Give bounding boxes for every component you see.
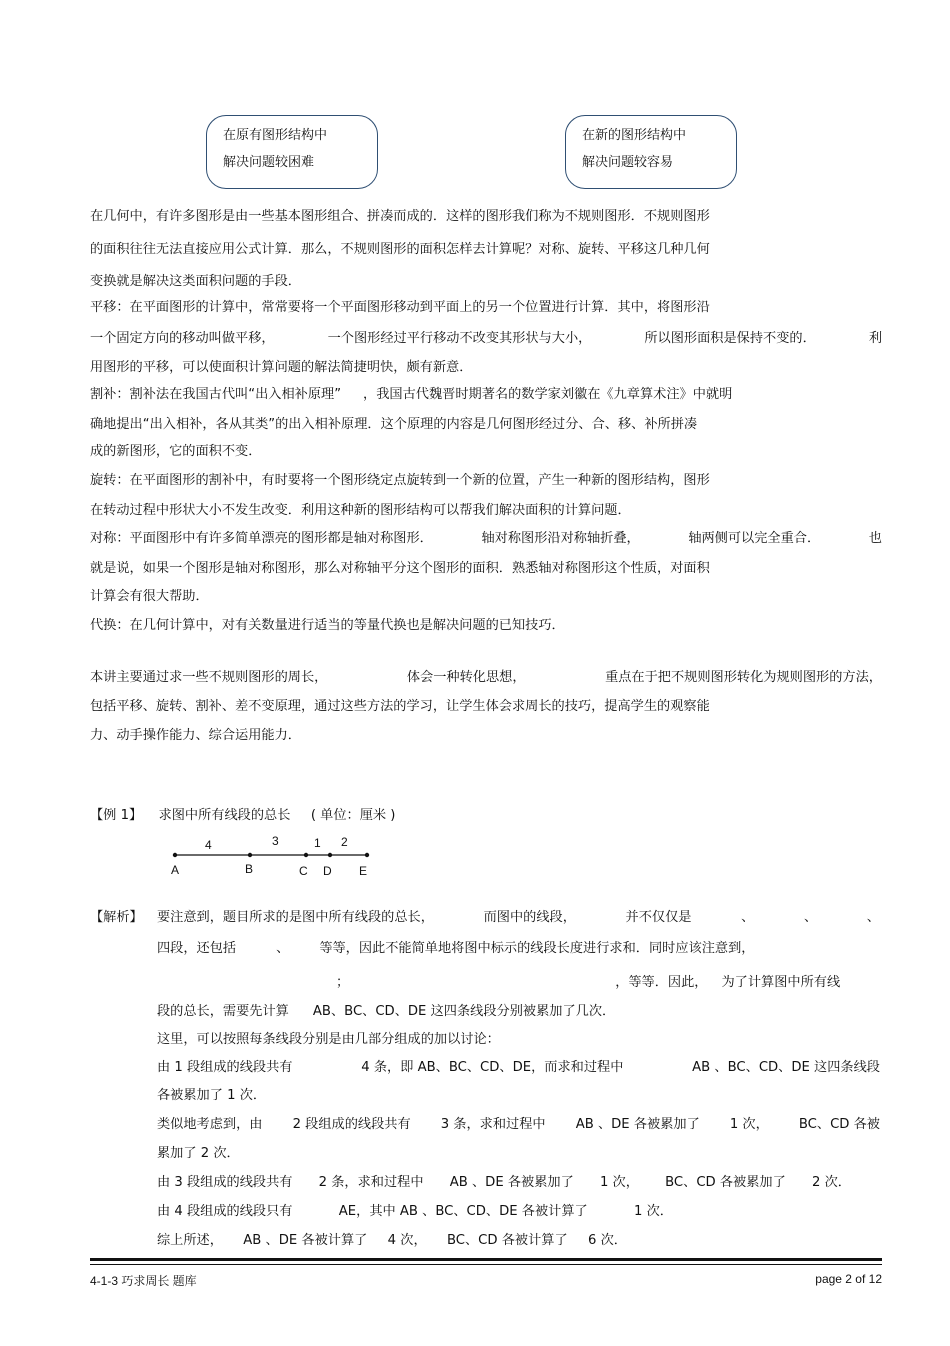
solution-line-10b: 2 条，求和过程中 (318, 1175, 424, 1190)
example-question: 求图中所有线段的总长 (158, 808, 291, 823)
xuanzhuan-line-2: 在转动过程中形状大小不发生改变．利用这种新的图形结构可以帮我们解决面积的计算问题． (90, 503, 631, 518)
duicheng-line-1a: 对称：平面图形中有许多简单漂亮的图形都是轴对称图形． (90, 531, 433, 546)
solution-line-8d: AB 、DE 各被累加了 (575, 1117, 700, 1132)
point-label-a: A (171, 863, 180, 877)
solution-line-2c: 等等，因此不能简单地将图中标示的线段长度进行求和．同时应该注意到， (319, 941, 755, 956)
solution-line-4a: 段的总长，需要先计算 (157, 1004, 289, 1019)
solution-line-11b: AE，其中 AB 、BC、CD、DE 各被计算了 (338, 1204, 588, 1219)
solution-line-10d: 1 次， (599, 1175, 639, 1190)
solution-line-2b: 、 (276, 941, 290, 956)
solution-line-6 (157, 1059, 880, 1077)
segment-label-ab: 4 (205, 838, 212, 852)
solution-line-10e: BC、CD 各被累加了 (665, 1175, 786, 1190)
solution-line-2 (157, 940, 755, 958)
intro-line-1: 在几何中，有许多图形是由一些基本图形组合、拼凑而成的．这样的图形我们称为不规则图形．不规则图形 (90, 209, 710, 224)
solution-line-6c: AB 、BC、CD、DE 这四条线段 (692, 1060, 880, 1075)
solution-tag: 【解析】 (90, 910, 143, 925)
example-unit: ( 单位：厘米 ) (310, 808, 396, 823)
solution-line-10a: 由 3 段组成的线段共有 (157, 1175, 293, 1190)
solution-line-1f: 、 (866, 910, 880, 925)
solution-line-5: 这里，可以按照每条线段分别是由几部分组成的加以讨论： (157, 1032, 500, 1047)
solution-line-12c: 4 次， (387, 1233, 427, 1248)
footer-rule-thin (90, 1264, 882, 1265)
example-tag: 【例 1】 (90, 808, 143, 823)
point-label-b: B (245, 862, 254, 876)
summary-line-1b: 体会一种转化思想， (406, 670, 526, 685)
solution-line-4 (157, 1003, 615, 1021)
solution-line-3b: ，等等．因此， (615, 975, 708, 990)
solution-line-8a: 类似地考虑到，由 (157, 1117, 263, 1132)
duicheng-line-1c: 轴两侧可以完全重合． (688, 531, 821, 546)
solution-line-12 (157, 1232, 627, 1250)
summary-line-1a: 本讲主要通过求一些不规则图形的周长， (90, 670, 328, 685)
duicheng-line-3: 计算会有很大帮助． (90, 589, 209, 604)
point-label-e: E (359, 864, 368, 878)
intro-line-3: 变换就是解决这类面积问题的手段． (90, 274, 301, 289)
box-right-line-1: 在新的图形结构中 (582, 128, 687, 143)
summary-line-3: 力、动手操作能力、综合运用能力． (90, 728, 301, 743)
duicheng-line-1d: 也 (868, 531, 882, 546)
point-c-dot (304, 853, 308, 857)
solution-line-3 (157, 974, 840, 992)
summary-line-2: 包括平移、旋转、割补、差不变原理，通过这些方法的学习，让学生体会求周长的技巧，提高学生的观察能 (90, 699, 710, 714)
solution-line-3a: ； (336, 975, 350, 990)
solution-line-12b: AB 、DE 各被计算了 (243, 1233, 368, 1248)
point-label-c: C (299, 864, 308, 878)
point-label-d: D (323, 864, 332, 878)
solution-line-10 (157, 1174, 851, 1192)
solution-line-11a: 由 4 段组成的线段只有 (157, 1204, 293, 1219)
pingyi-line-2d: 利 (868, 331, 882, 346)
solution-line-8b: 2 段组成的线段共有 (292, 1117, 411, 1132)
footer-title: 4-1-3 巧求周长 题库 (90, 1274, 197, 1288)
pingyi-line-2a: 一个固定方向的移动叫做平移， (90, 331, 275, 346)
solution-line-11c: 1 次． (634, 1204, 673, 1219)
xuanzhuan-line-1: 旋转：在平面图形的割补中，有时要将一个图形绕定点旋转到一个新的位置，产生一种新的图形结构，图形 (90, 473, 710, 488)
daihuan-line: 代换：在几何计算中，对有关数量进行适当的等量代换也是解决问题的已知技巧． (90, 618, 565, 633)
solution-line-1e: 、 (803, 910, 818, 925)
solution-line-11 (157, 1203, 673, 1221)
solution-line-6a: 由 1 段组成的线段共有 (157, 1060, 293, 1075)
point-a-dot (173, 853, 177, 857)
pingyi-line-2c: 所以图形面积是保持不变的． (644, 331, 816, 346)
duicheng-line-1b: 轴对称图形沿对称轴折叠， (481, 531, 640, 546)
solution-line-7: 各被累加了 1 次． (157, 1088, 267, 1103)
solution-line-12a: 综上所述， (157, 1233, 223, 1248)
solution-line-2a: 四段，还包括 (157, 941, 237, 956)
footer-page-number: page 2 of 12 (815, 1272, 882, 1286)
solution-line-1b: 而图中的线段， (483, 910, 576, 925)
point-e-dot (365, 853, 369, 857)
point-b-dot (248, 853, 252, 857)
pingyi-line-1: 平移：在平面图形的计算中，常常要将一个平面图形移动到平面上的另一个位置进行计算．其中，将图形沿 (90, 300, 710, 315)
box-right-line-2: 解决问题较容易 (582, 155, 674, 170)
solution-line-1a: 要注意到，题目所求的是图中所有线段的总长， (157, 910, 434, 925)
solution-line-6b: 4 条，即 AB、BC、CD、DE，而求和过程中 (361, 1060, 624, 1075)
solution-line-4b: AB、BC、CD、DE 这四条线段分别被累加了几次． (312, 1004, 616, 1019)
solution-line-10f: 2 次． (811, 1175, 851, 1190)
solution-line-12e: 6 次． (588, 1233, 627, 1248)
solution-line-1 (157, 909, 880, 927)
solution-line-8c: 3 条，求和过程中 (440, 1117, 546, 1132)
solution-line-8 (157, 1116, 880, 1134)
gebu-line-3: 成的新图形，它的面积不变． (90, 444, 262, 459)
gebu-line-1b: ，我国古代魏晋时期著名的数学家刘徽在《九章算术注》中就明 (363, 387, 733, 402)
gebu-line-1a: 割补：割补法在我国古代叫“出入相补原理” (90, 387, 342, 402)
segment-label-de: 2 (341, 835, 348, 849)
solution-line-3c: 为了计算图中所有线 (721, 975, 841, 990)
solution-line-12d: BC、CD 各被计算了 (446, 1233, 568, 1248)
gebu-line-2: 确地提出“出入相补，各从其类”的出入相补原理．这个原理的内容是几何图形经过分、合、移、补所拼凑 (90, 417, 698, 432)
pingyi-line-3: 用图形的平移，可以使面积计算问题的解法简捷明快，颇有新意． (90, 360, 473, 375)
solution-line-10c: AB 、DE 各被累加了 (449, 1175, 574, 1190)
point-d-dot (328, 853, 332, 857)
solution-line-1c: 并不仅仅是 (625, 910, 692, 925)
solution-line-8e: 1 次， (729, 1117, 769, 1132)
solution-line-1d: 、 (741, 910, 755, 925)
pingyi-line-2b: 一个图形经过平行移动不改变其形状与大小， (327, 331, 592, 346)
segment-label-cd: 1 (314, 836, 321, 850)
solution-line-8f: BC、CD 各被 (798, 1117, 880, 1132)
segment-label-bc: 3 (272, 834, 279, 848)
box-left-line-2: 解决问题较困难 (223, 155, 315, 170)
solution-line-9: 累加了 2 次． (157, 1146, 240, 1161)
duicheng-line-2: 就是说，如果一个图形是轴对称图形，那么对称轴平分这个图形的面积．熟悉轴对称图形这个性质，对面积 (90, 561, 710, 576)
summary-line-1c: 重点在于把不规则图形转化为规则图形的方法， (605, 670, 882, 685)
box-left-line-1: 在原有图形结构中 (223, 128, 328, 143)
intro-line-2: 的面积往往无法直接应用公式计算．那么，不规则图形的面积怎样去计算呢？对称、旋转、平移这几种几何 (90, 242, 710, 257)
footer-rule-thick (90, 1258, 882, 1261)
